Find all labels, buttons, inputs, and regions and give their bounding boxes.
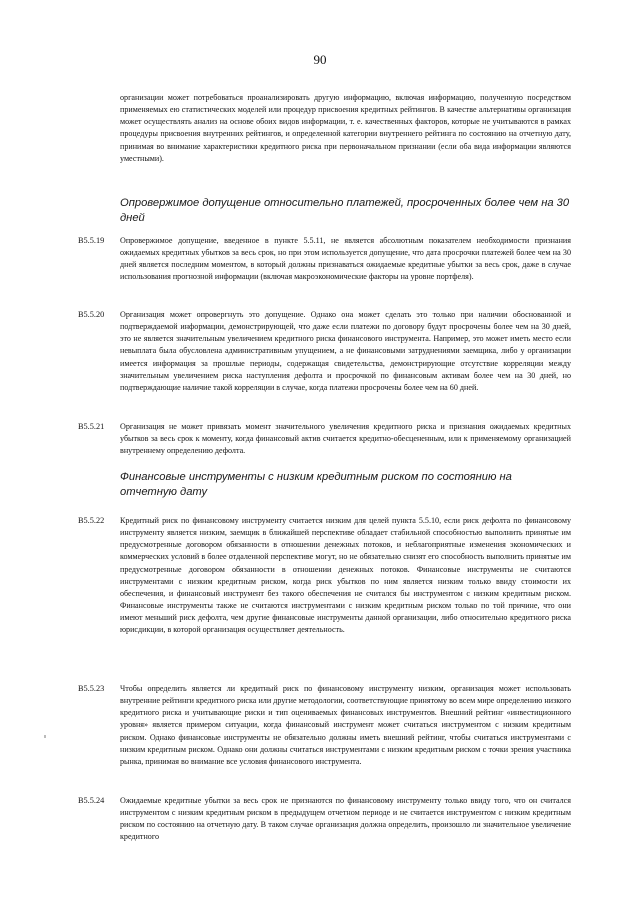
page-number: 90 bbox=[313, 52, 327, 67]
paragraph-number-b5-5-20: B5.5.20 bbox=[78, 310, 105, 319]
section-heading-overdue-30-days: Опровержимое допущение относительно платежей, просроченных более чем на 30 дней bbox=[120, 197, 570, 224]
paragraph-b5-5-21: Организация не может привязать момент значительного увеличения кредитного риска и признания ожидаемых кредитных убытков за весь срок к моменту, когда финансовый актив считается кредитно-обесцененным, или к применяемому организацией внутреннему определению дефолта. bbox=[120, 422, 571, 456]
paragraph-number-b5-5-24: B5.5.24 bbox=[78, 796, 105, 805]
paragraph-number-b5-5-21: B5.5.21 bbox=[78, 422, 105, 431]
scan-speck bbox=[44, 735, 46, 738]
paragraph-b5-5-24: Ожидаемые кредитные убытки за весь срок не признаются по финансовому инструменту только ввиду того, что он считался инструментом с низким кредитным риском в предыдущем отчетном периоде и не считается инструментом с низким кредитным риском по состоянию на отчетную дату. В таком случае организация должна определить, произошло ли значительное увеличение кредитного bbox=[120, 796, 571, 842]
paragraph-number-b5-5-22: B5.5.22 bbox=[78, 516, 105, 525]
intro-paragraph: организации может потребоваться проанализировать другую информацию, включая информацию, полученную посредством применяемых ею статистических моделей или процедур присвоения кредитных рейтингов. В качестве альтернативы организация может осуществлять анализ на основе обоих видов информации, т. е. качественных факторов, которые не учитываются в рамках процедуры присвоения внутренних рейтингов, и определенной категории внутреннего рейтинга по состоянию на отчетную дату, принимая во внимание характеристики кредитного риска при первоначальном признании (если оба вида информации являются уместными). bbox=[120, 93, 571, 163]
paragraph-b5-5-23: Чтобы определить является ли кредитный риск по финансовому инструменту низким, организация может использовать внутренние рейтинги кредитного риска или другие методологии, соответствующие принятому во всем мире определению низкого кредитного риска и учитывающие риски и тип оцениваемых финансовых инструментов. Внешний рейтинг «инвестиционного уровня» является примером ситуации, когда финансовый инструмент может считаться инструментом с низким кредитным риском. Однако финансовые инструменты не обязательно должны иметь внешний рейтинг, чтобы считаться инструментами с низким кредитным риском. Однако они должны считаться инструментами с низким кредитным риском с точки зрения участника рынка, принимая во внимание все условия финансового инструмента. bbox=[120, 684, 571, 766]
paragraph-number-b5-5-23: B5.5.23 bbox=[78, 684, 105, 693]
paragraph-b5-5-19: Опровержимое допущение, введенное в пункте 5.5.11, не является абсолютным показателем необходимости признания ожидаемых кредитных убытков за весь срок, но при этом используется допущение, что дата просрочки платежей более чем на 30 дней является последним моментом, в который должны признаваться ожидаемые кредитные убытки за весь срок, даже в случае использования прогнозной информации (включая макроэкономические факторы на уровне портфеля). bbox=[120, 236, 571, 282]
paragraph-b5-5-22: Кредитный риск по финансовому инструменту считается низким для целей пункта 5.5.10, если риск дефолта по финансовому инструменту является низким, заемщик в ближайшей перспективе обладает стабильной способностью выполнить принятые им предусмотренные договором обязанности в отношении денежных потоков, и неблагоприятные изменения экономических и коммерческих условий в более отдаленной перспективе могут, но не обязательно снизят его способность выполнить принятые им предусмотренные договором обязанности в отношении денежных потоков. Финансовые инструменты не считаются инструментами с низким кредитным риском, когда риск убытков по ним является низким только ввиду стоимости их обеспечения, и финансовый инструмент без такого обеспечения не считался бы инструментом с низким кредитным риском. Финансовые инструменты также не считаются инструментами с низким кредитным риском только по той причине, что они имеют меньший риск дефолта, чем другие финансовые инструменты данной организации, либо относительно кредитного риска юрисдикции, в которой организация осуществляет деятельность. bbox=[120, 516, 571, 635]
section-heading-low-credit-risk: Финансовые инструменты с низким кредитным риском по состоянию на отчетную дату bbox=[120, 471, 512, 498]
paragraph-number-b5-5-19: B5.5.19 bbox=[78, 236, 105, 245]
paragraph-b5-5-20: Организация может опровергнуть это допущение. Однако она может сделать это только при наличии обоснованной и подтверждаемой информации, демонстрирующей, что даже если платежи по договору будут просрочены более чем на 30 дней, это не является значительным увеличением кредитного риска финансового инструмента. Например, это может иметь место если невыплата была обусловлена административным упущением, а не финансовыми затруднениями заемщика, либо у организации имеется информация за прошлые периоды, содержащая свидетельства, демонстрирующие отсутствие корреляции между значительным увеличением риска наступления дефолта и просрочкой по финансовым активам более чем на 30 дней, но подтверждающие наличие такой корреляции в случае, когда платежи просрочены более чем на 60 дней. bbox=[120, 310, 571, 392]
